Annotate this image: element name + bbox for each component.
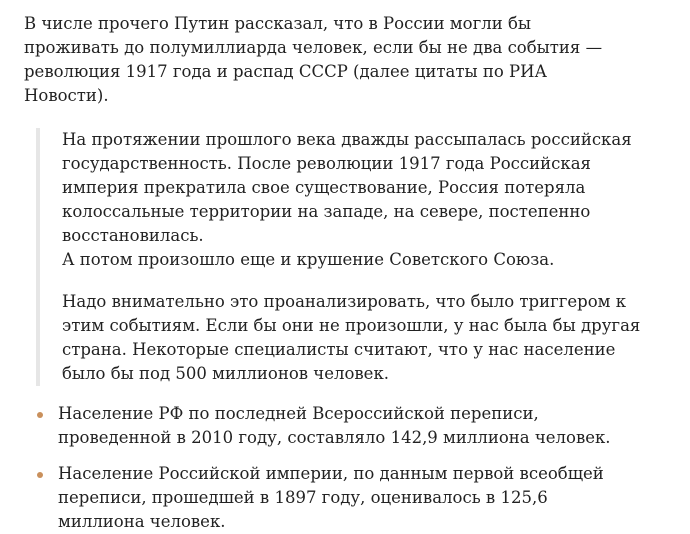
fact-text-population-1897: Население Российской империи, по данным первой всеобщей переписи, прошедшей в 1897 году, оценивалось в 125,6 миллиона человек.: [58, 464, 604, 531]
bullet-dot-icon: [37, 472, 43, 478]
quote-paragraph-2: Надо внимательно это проанализировать, что было триггером к этим событиям. Если бы они не произошли, у нас была бы другая страна. Некоторые специалисты считают, что у нас население было бы под 500 миллионов человек.: [62, 292, 641, 383]
bullet-dot-icon: [37, 412, 43, 418]
fact-text-population-2010: Население РФ по последней Всероссийской переписи, проведенной в 2010 году, составляло 142,9 миллиона человек.: [58, 404, 611, 447]
lead-paragraph: В числе прочего Путин рассказал, что в России могли бы проживать до полумиллиарда человек, если бы не два события — революция 1917 года и распад СССР (далее цитаты по РИА Новости).: [24, 14, 603, 105]
quote-paragraph-1-ending: А потом произошло еще и крушение Советского Союза.: [62, 250, 555, 269]
quote-paragraph-1-text: На протяжении прошлого века дважды рассыпалась российская государственность. После революции 1917 года Российская империя прекратила свое существование, Россия потеряла колоссальные территории на западе, на севере, постепенно восстановилась.: [62, 130, 632, 245]
putin-quote: [36, 128, 652, 386]
facts-list: [24, 402, 674, 534]
article-body: [24, 12, 674, 534]
quote-paragraph-1: [62, 128, 652, 272]
list-item: [24, 462, 618, 534]
list-item: [24, 402, 618, 450]
